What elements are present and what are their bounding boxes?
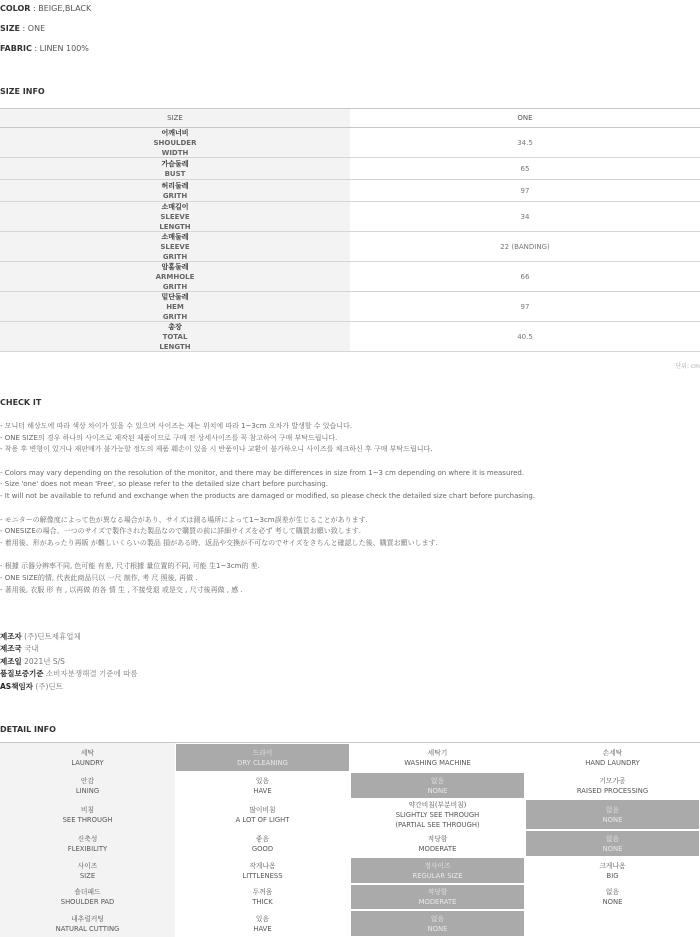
manufacturer-label: 품질보증기준 [0,669,44,679]
size-row-label-en2: WIDTH [161,148,189,157]
detail-label-cell [0,743,175,772]
detail-option [525,884,700,910]
size-row-label [0,180,350,201]
detail-option [175,884,350,910]
size-row-label [0,202,350,231]
manufacturer-value: (주)딘트 [32,681,63,691]
size-row-label-en2: GRITH [162,252,188,261]
check-it-notes [0,421,535,596]
detail-row [0,884,700,910]
note-line: - 착용 후 변형이 있거나 재판매가 불가능할 정도의 제품 훼손이 있을 시 반품이나 교환이 불가하오니 사이즈를 체크하신 후 구매 부탁드립니다. [0,445,433,454]
detail-text-ko: 손세탁 [602,748,623,757]
size-row-label-ko: 암홀둘레 [161,262,189,271]
detail-label-cell [0,857,175,884]
detail-text-ko: 크게나옴 [599,861,626,870]
size-row-value: 40.5 [517,332,533,341]
detail-label-cell [0,884,175,910]
detail-text-en: FLEXIBILITY [67,844,108,853]
manufacturer-row [0,631,138,643]
size-header-label: SIZE [0,109,350,127]
detail-text-en: NONE [602,898,623,906]
detail-text-en: HAVE [253,786,272,795]
size-row-value: 97 [520,302,530,311]
detail-text-ko: 정사이즈 [424,861,451,870]
size-row-label-ko: 어깨너비 [161,128,189,137]
size-row-label-en1: TOTAL [162,332,188,341]
detail-text-ko: 안감 [80,776,95,785]
detail-option [175,772,350,799]
detail-option-selected [350,772,525,799]
detail-text-ko: 두꺼움 [252,888,273,896]
detail-text-en: NONE [427,924,448,933]
size-row-value: 66 [520,272,530,281]
detail-option-selected [350,857,525,884]
detail-text-en: LINING [75,786,100,795]
detail-label-cell [0,910,175,937]
note-line: - モニターの解像度によって色が異なる場合があり、サイズは測る場所によって1~3cm誤差が生じることがあります. [0,515,368,524]
detail-text-ko: 사이즈 [77,861,98,870]
size-row [0,232,700,262]
size-row-value: 34 [520,212,530,221]
detail-text-en: NONE [602,844,623,853]
note-line: - Colors may vary depending on the resolution of the monitor, and there may be differences in size from 1~3 cm depending on where it is measured. [0,468,525,477]
detail-text-en: NONE [427,786,448,795]
detail-text-en: SHOULDER PAD [60,898,115,906]
detail-text-ko: 작게나옴 [249,861,276,870]
size-row-label-en1: SLEEVE [160,212,190,221]
size-row-label-ko: 총장 [168,322,182,331]
size-row [0,158,700,180]
detail-text-ko: 드라이 [252,748,273,757]
detail-row [0,857,700,884]
color-label: COLOR [0,4,31,13]
detail-text-en2: (PARTIAL SEE THROUGH) [395,820,480,829]
detail-option-selected [525,799,700,830]
manufacturer-value: 2021년 S/S [21,656,65,666]
detail-option [525,743,700,772]
fabric-value: : LINEN 100% [31,44,89,53]
detail-text-en: NONE [602,815,623,824]
detail-option [175,857,350,884]
detail-text-en: HAND LAUNDRY [585,758,640,767]
size-row [0,262,700,292]
size-row-label-en1: HEM [166,302,184,311]
size-row-value: 22 (BANDING) [500,242,550,251]
note-spacer [0,549,535,561]
size-row-label-en1: ARMHOLE [155,272,195,281]
detail-label-cell [0,830,175,857]
note-line: - It will not be available to refund and exchange when the products are damaged or modified, so please check the detailed size chart before purchasing. [0,491,536,500]
detail-text-ko: 없음 [605,805,620,814]
note-spacer [0,503,535,515]
detail-text-en: GOOD [251,844,274,853]
detail-text-ko: 좋음 [255,834,270,843]
manufacturer-row [0,656,138,668]
detail-text-ko: 세탁기 [427,748,448,757]
color-value: : BEIGE,BLACK [30,4,92,13]
detail-text-en: MODERATE [418,898,457,906]
detail-option [350,743,525,772]
check-it-title: CHECK IT [0,398,42,407]
detail-info-grid [0,742,700,937]
detail-label-cell [0,799,175,830]
detail-text-ko: 없음 [430,776,445,785]
manufacturer-value: 소비자분쟁해결 기준에 따름 [43,669,138,679]
manufacturer-value: 국내 [21,644,39,654]
note-line: - ONE SIZE的情, 代表此商品只以 一尺 制作, 考 尺 照後, 再做 . [0,573,198,582]
fabric-label: FABRIC [0,44,32,53]
detail-text-ko: 없음 [605,834,620,843]
note-spacer [0,456,535,468]
size-row-label-en2: GRITH [162,282,188,291]
detail-text-en: LITTLENESS [242,871,283,880]
detail-text-en: THICK [252,898,273,906]
detail-option-selected [350,910,525,937]
detail-option-selected [350,884,525,910]
size-table-header [0,108,700,128]
detail-option [175,830,350,857]
manufacturer-label: 제조국 [0,644,22,654]
size-row-label-en2: LENGTH [159,342,191,351]
size-row-label-en1: SLEEVE [160,242,190,251]
size-row-label-ko: 허리둘레 [161,181,189,190]
size-label: SIZE [0,24,21,33]
detail-row [0,799,700,830]
detail-text-en: SIZE [79,871,96,880]
manufacturer-label: AS책임자 [0,681,33,691]
detail-option [525,772,700,799]
detail-text-ko: 적당함 [427,888,448,896]
detail-text-en: A LOT OF LIGHT [235,815,290,824]
detail-text-ko: 없음 [605,888,620,896]
fabric-line [0,43,91,63]
detail-text-ko: 약간비침(부분비침) [408,800,467,809]
size-row [0,180,700,202]
product-meta [0,3,91,63]
size-row-label-ko: 가슴둘레 [161,159,189,168]
detail-text-en: HAVE [253,924,272,933]
manufacturer-info [0,631,138,693]
note-line: - 모니터 해상도에 따라 색상 차이가 있을 수 있으며 사이즈는 재는 위치에 따라 1~3cm 오차가 발생할 수 있습니다. [0,422,353,430]
color-line [0,3,91,23]
detail-row [0,743,700,772]
size-row [0,202,700,232]
detail-text-ko: 있음 [255,914,270,923]
detail-text-ko: 세탁 [80,748,95,757]
size-table [0,108,700,352]
detail-label-cell [0,772,175,799]
note-line: - Size 'one' does not mean 'Free', so please refer to the detailed size chart before purchasing. [0,480,328,489]
size-row-value: 34.5 [517,138,533,147]
manufacturer-row [0,681,138,693]
detail-text-ko: 내추럴커팅 [71,914,104,923]
size-line [0,23,91,43]
detail-text-en: WASHING MACHINE [404,758,471,767]
size-row-label [0,232,350,261]
detail-row [0,830,700,857]
size-row-value: 65 [520,164,530,173]
manufacturer-label: 제조자 [0,632,22,641]
detail-row [0,910,700,937]
size-header-value: ONE [517,114,533,122]
size-value: : ONE [20,24,46,33]
detail-text-ko: 숄더패드 [74,888,101,896]
manufacturer-label: 제조일 [0,656,22,666]
detail-option-selected [175,743,350,772]
detail-text-en: BIG [606,871,619,880]
detail-text-ko: 비침 [80,805,95,814]
size-row-label-ko: 소매둘레 [161,232,189,241]
manufacturer-value: (주)딘트제휴업체 [21,632,81,641]
detail-text-en: DRY CLEANING [237,758,288,767]
note-line: - 著用後, 衣服 形 有 , 以再做 的各 情 生 , 不接受退 或是交 , 尺寸後再做 , 感 . [0,585,243,594]
note-line: - 着用後、形があったり再販 が難しいくらいの製品 損がある時、返品や交換が不可なのでサイズをきちんと確認した後、購買お願いします. [0,538,438,547]
size-row-label [0,322,350,351]
detail-option-selected [525,830,700,857]
size-row-label-ko: 소매길이 [161,202,189,211]
detail-text-en: RAISED PROCESSING [576,786,649,795]
detail-option [350,830,525,857]
size-row-label-en1: BUST [164,169,186,178]
note-line: - ONE SIZE의 경우 하나의 사이즈로 제작된 제품이므로 구매 전 상세사이즈를 꼭 참고하여 구매 부탁드립니다. [0,433,338,442]
detail-option [175,799,350,830]
size-row-label-ko: 밑단둘레 [161,292,189,301]
size-row-label [0,128,350,157]
detail-text-en: REGULAR SIZE [412,871,463,880]
detail-info-title: DETAIL INFO [0,725,56,734]
detail-option [175,910,350,937]
detail-text-ko: 기모가공 [599,776,626,785]
size-row-label [0,158,350,179]
size-row-label [0,262,350,291]
size-row [0,128,700,158]
detail-text-ko: 적당함 [427,834,448,843]
detail-text-ko: 있음 [255,776,270,785]
detail-option [350,799,525,830]
size-row-label [0,292,350,321]
detail-text-en: SLIGHTLY SEE THROUGH [395,810,480,819]
size-row-label-en1: SHOULDER [153,138,197,147]
detail-text-en: LAUNDRY [71,758,104,767]
detail-text-ko: 많이비침 [249,805,276,814]
size-info-title: SIZE INFO [0,87,45,96]
detail-row [0,772,700,799]
manufacturer-row [0,668,138,680]
detail-text-en: SEE THROUGH [62,815,113,824]
size-row-label-en2: GRITH [162,312,188,321]
note-line: - 根據 示器分辨率不同, 色可能 有差, 尺寸根據 量位置的不同, 可能 生1~3cm的 差. [0,562,260,571]
detail-text-ko: 신축성 [77,834,98,843]
manufacturer-row [0,643,138,655]
size-row-value: 97 [520,186,530,195]
detail-option [525,910,700,937]
size-row-label-en2: LENGTH [159,222,191,231]
detail-text-en: NATURAL CUTTING [55,924,120,933]
size-row [0,292,700,322]
detail-text-ko: 없음 [430,914,445,923]
detail-option [525,857,700,884]
detail-text-en: MODERATE [418,844,457,853]
unit-note: 단위: cm [675,363,700,370]
size-row-label-en1: GRITH [162,191,188,200]
note-line: - ONESIZEの場合、一つのサイズで製作された製品なので購買の前に詳細サイズを必ず 考して購買お願い致します. [0,527,361,536]
size-row [0,322,700,352]
